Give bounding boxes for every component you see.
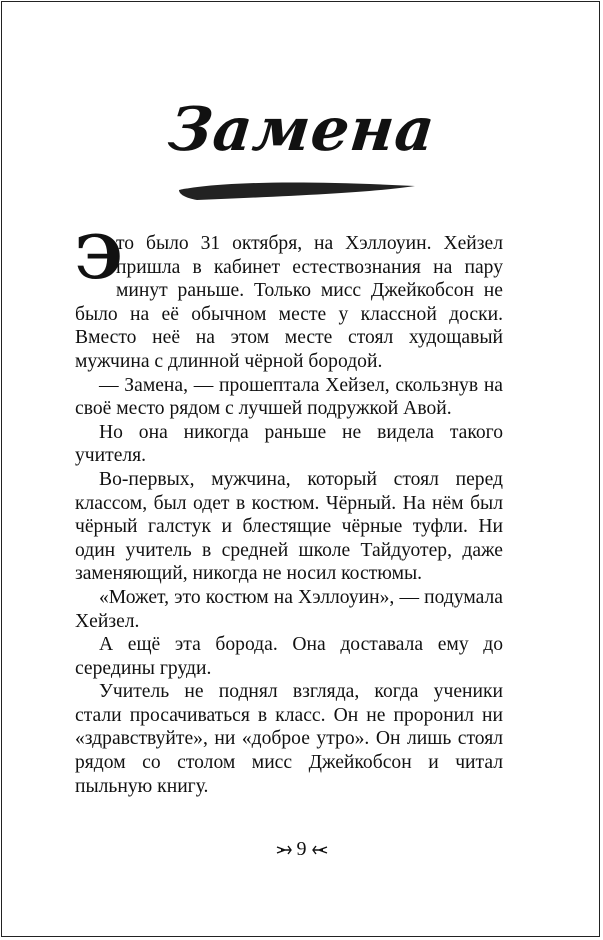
body-text — [75, 223, 503, 798]
paragraph-text: то было 31 октября, на Хэллоуин. Хейзел пришла в кабинет естествознания на пару минут раньше. Только мисс Джейкобсон не было на её обычном месте у классной доски. Вместо неё на этом месте стоял худощавый мужчина с длинной чёрной бородой. — [75, 233, 503, 372]
chapter-title: Замена — [165, 95, 439, 165]
title-underline-brushstroke — [177, 174, 417, 204]
paragraph: «Может, это костюм на Хэллоуин», — подумала Хейзел. — [75, 586, 503, 632]
ornament-right-icon — [312, 844, 328, 856]
paragraph: Но она никогда раньше не видела такого учителя. — [75, 421, 503, 467]
paragraph: Во-первых, мужчина, который стоял перед классом, был одет в костюм. Чёрный. На нём был чёрный галстук и блестящие чёрные туфли. Ни один учитель в средней школе Тайдуотер, даже заменяющий, никогда не носил костюмы. — [75, 468, 503, 585]
paragraph: А ещё эта борода. Она доставала ему до середины груди. — [75, 634, 503, 679]
page-folio — [2, 838, 601, 861]
page-number: 9 — [296, 838, 307, 860]
paragraph: — Замена, — прошептала Хейзел, скользнув на своё место рядом с лучшей подружкой Авой. — [75, 374, 503, 420]
paragraph — [75, 223, 503, 374]
paragraph: Учитель не поднял взгляда, когда ученики стали просачиваться в класс. Он не проронил ни «здравствуйте», ни «доброе утро». Он лишь стоял рядом со столом мисс Джейкобсон и читал пыльную книгу. — [75, 681, 503, 797]
dropcap: Э — [75, 223, 123, 293]
ornament-left-icon — [276, 844, 292, 856]
book-page — [1, 1, 600, 937]
